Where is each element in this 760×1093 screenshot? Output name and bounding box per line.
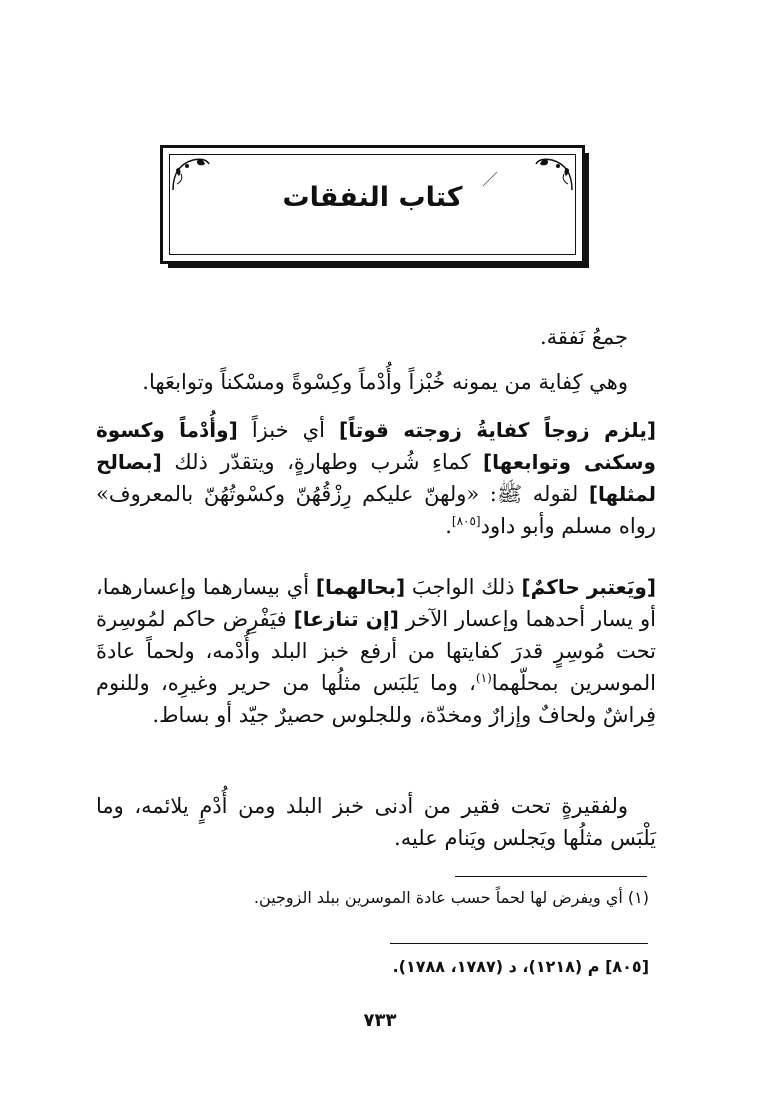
title-box [160, 145, 585, 264]
footnote-marker: (١) [475, 671, 492, 685]
hadith-text: لقوله ﷺ: «ولهنّ عليكم رِزْقُهُنّ وكسْوتُهُنّ بالمعروف» رواه مسلم وأبو داود [96, 482, 656, 538]
sharh-text: أي بيسارهما وإعسارهما، أو يسار أحدهما وإعسار الآخر [96, 575, 656, 631]
chapter-title-frame [160, 145, 593, 270]
sharh-text: أي خبزاً [237, 418, 340, 442]
chapter-title: كتاب النفقات [282, 182, 463, 213]
period: . [445, 514, 452, 538]
footnote-separator [455, 876, 647, 877]
matn-text: [ويَعتبر حاكمٌ] [521, 575, 657, 599]
reference-separator [390, 943, 648, 944]
matn-text: [إن تنازعا] [293, 607, 399, 631]
paragraph-meaning [96, 366, 656, 398]
sharh-text: كماءِ شُرب وطهارةٍ، ويتقدّر ذلك [161, 450, 484, 474]
paragraph-judge [96, 571, 656, 731]
reference-marker: [٨٠٥] [451, 514, 481, 528]
sharh-text: فيَفْرِض حاكم لمُوسِرة تحت مُوسِرٍ قدرَ كفايتها من أرفع خبز البلد وأُدْمه، ولحماً عادةَ الموسرين بمحلّهما [96, 607, 656, 695]
matn-text: [بصالح لمثلها] [96, 450, 656, 506]
page-number: ٧٣٣ [363, 1010, 397, 1031]
paragraph-text: وهي كِفاية من يمونه خُبْزاً وأُدْماً وكِسْوةً ومسْكناً وتوابعَها. [142, 370, 628, 394]
paragraph-text [96, 414, 656, 542]
matn-text: [بحالهما] [315, 575, 406, 599]
paragraph-definition [96, 321, 656, 353]
paragraph-poor-wife [96, 790, 656, 854]
sharh-text: ذلك الواجبَ [405, 575, 522, 599]
footnote: (١) أي ويفرض لها لحماً حسب عادة الموسرين ببلد الزوجين. [253, 888, 649, 907]
sharh-text: ، وما يَلبَس مثلُها من حرير وغيرِه، وللنوم فِراشٌ ولحافٌ وإزارٌ ومخدّة، وللجلوس حصيرٌ جيّد أو بساط. [96, 671, 656, 727]
matn-text: [يلزم زوجاً كفايةُ زوجته قوتاً] [339, 418, 656, 442]
paragraph-wife-provision [96, 414, 656, 542]
hadith-reference: [٨٠٥] م (١٢١٨)، د (١٧٨٧، ١٧٨٨). [392, 957, 649, 976]
paragraph-text: جمعُ نَفقة. [540, 325, 628, 349]
paragraph-text: ولفقيرةٍ تحت فقير من أدنى خبز البلد ومن أُدْمٍ يلائمه، وما يَلْبَس مثلُها ويَجلس ويَنام عليه. [96, 794, 656, 850]
matn-text: [وأُدْماً وكسوة وسكنى وتوابعها] [96, 418, 656, 474]
paragraph-text [96, 571, 656, 731]
